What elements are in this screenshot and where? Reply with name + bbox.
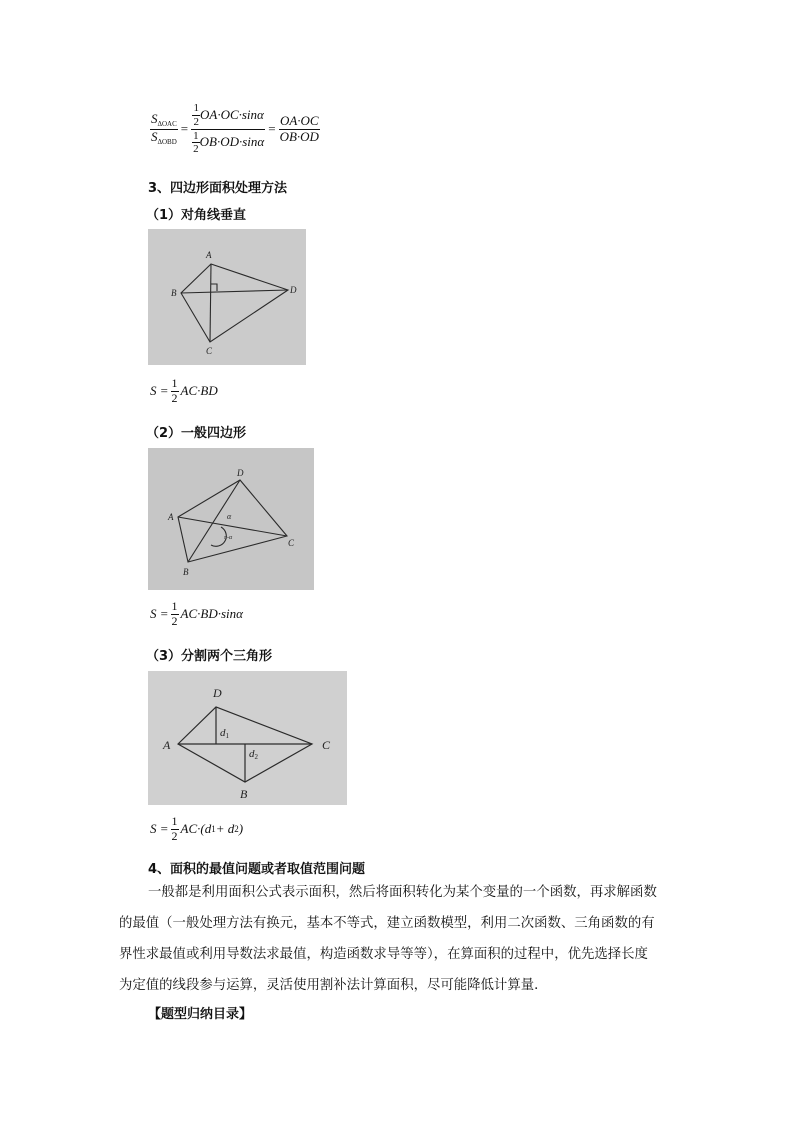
subsection-2-title: （2）一般四边形 bbox=[146, 426, 247, 441]
label-B: B bbox=[240, 787, 248, 801]
figure-perpendicular-diagonals bbox=[148, 229, 306, 365]
ratio-lhs: $\frac{S_{\Delta OAC}}{S_{\Delta OBD}}$ bbox=[151, 111, 177, 146]
label-B: B bbox=[171, 288, 177, 298]
figure-split-triangles bbox=[148, 671, 347, 805]
label-pi-minus-alpha: π-α bbox=[224, 535, 233, 541]
label-B: B bbox=[183, 567, 189, 577]
subsection-1-title: （1）对角线垂直 bbox=[146, 208, 247, 223]
label-A: A bbox=[206, 250, 212, 260]
paragraph-line: 一般都是利用面积公式表示面积，然后将面积转化为某个变量的一个函数，再求解函数 bbox=[148, 885, 657, 900]
ratio-formula: $\frac{S_{\Delta OAC}}{S_{\Delta OBD}}$ = $\frac{1}{2}$ OA·OC·sinα $\frac{1}{2}$ OB·OD·sinα = $\frac{OA\cdot OC}{OB\cdot OD}$ bbox=[151, 102, 319, 156]
section-4-title: 4、面积的最值问题或者取值范围问题 bbox=[148, 862, 366, 877]
paragraph-line: 界性求最值或利用导数法求最值，构造函数求导等等），在算面积的过程中，优先选择长度 bbox=[119, 947, 648, 962]
label-C: C bbox=[322, 738, 331, 752]
label-alpha: α bbox=[227, 512, 232, 521]
paragraph-line: 为定值的线段参与运算，灵活使用割补法计算面积，尽可能降低计算量． bbox=[119, 978, 548, 993]
formula-split: S = $\frac{1}{2}$ AC·(d 1 + d 2 ) bbox=[150, 814, 244, 843]
label-C: C bbox=[288, 538, 295, 548]
label-D: D bbox=[290, 285, 297, 295]
paragraph-line: 的最值（一般处理方法有换元，基本不等式，建立函数模型，利用二次函数、三角函数的有 bbox=[119, 916, 655, 931]
section-4-paragraph bbox=[119, 877, 679, 1001]
ratio-rhs: $\frac{OA\cdot OC}{OB\cdot OD}$ bbox=[279, 112, 319, 144]
formula-perpendicular: S = $\frac{1}{2}$ AC·BD bbox=[150, 376, 218, 405]
section-3-title: 3、四边形面积处理方法 bbox=[148, 181, 288, 196]
label-D: D bbox=[237, 468, 244, 478]
formula-general: S = $\frac{1}{2}$ AC·BD·sinα bbox=[150, 599, 243, 628]
label-A: A bbox=[168, 512, 174, 522]
label-d1: d1 bbox=[220, 727, 229, 740]
ratio-middle: $\frac{1}{2}$ OA·OC·sinα $\frac{1}{2}$ OB·OD·sinα bbox=[193, 102, 265, 156]
catalog-title: 【题型归纳目录】 bbox=[148, 1007, 253, 1022]
label-C: C bbox=[206, 346, 213, 356]
label-A: A bbox=[163, 738, 171, 752]
label-d2: d2 bbox=[249, 748, 258, 761]
label-D: D bbox=[213, 686, 222, 700]
subsection-3-title: （3）分割两个三角形 bbox=[146, 649, 273, 664]
figure-general-quadrilateral bbox=[148, 448, 314, 590]
